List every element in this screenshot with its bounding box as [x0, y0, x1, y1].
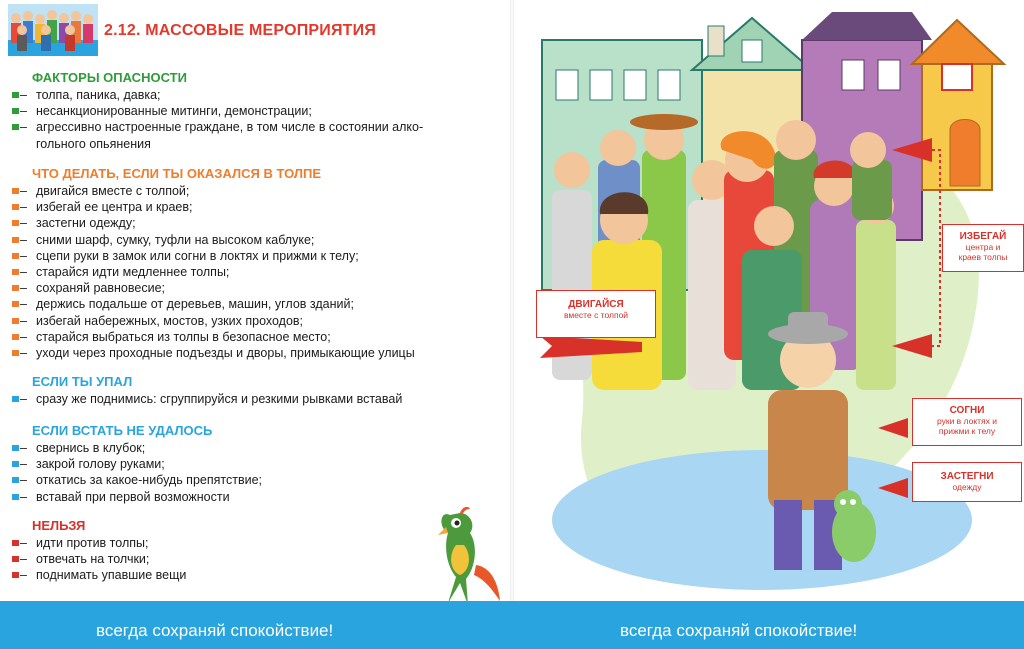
bullet-icon	[12, 188, 19, 194]
list-item: – отвечать на толчки;	[12, 551, 502, 567]
list-item: – откатись за какое-нибудь препятствие;	[12, 472, 502, 488]
list-item: – старайся выбраться из толпы в безопасное место;	[12, 329, 502, 345]
list-item: – держись подальше от деревьев, машин, углов зданий;	[12, 296, 502, 312]
section-cannot-stand	[12, 423, 502, 505]
list-item: – сразу же поднимись: сгруппируйся и резкими рывками вставай	[12, 391, 502, 407]
bullet-icon	[12, 108, 19, 114]
crowd-thumbnail-icon	[8, 4, 98, 56]
page-title: 2.12. МАССОВЫЕ МЕРОПРИЯТИЯ	[104, 22, 377, 39]
list-item-continued: гольного опьянения	[36, 136, 151, 151]
bullet-icon	[12, 334, 19, 340]
bullet-icon	[12, 494, 19, 500]
bullet-icon	[12, 253, 19, 259]
list-item: – двигайся вместе с толпой;	[12, 183, 502, 199]
list-item: – толпа, паника, давка;	[12, 87, 502, 103]
book-spine	[510, 0, 514, 649]
section-in-crowd	[12, 166, 502, 361]
list-item: – застегни одежду;	[12, 215, 502, 231]
label-bend-arms: СОГНИ руки в локтях и прижми к телу	[912, 398, 1022, 446]
bullet-icon	[12, 350, 19, 356]
bullet-icon	[12, 301, 19, 307]
list-item: – идти против толпы;	[12, 535, 502, 551]
list-item: – избегай ее центра и краев;	[12, 199, 502, 215]
right-page	[512, 0, 1024, 649]
bullet-icon	[12, 318, 19, 324]
footer-slogan-right: всегда сохраняй спокойствие!	[620, 621, 858, 640]
bullet-icon	[12, 204, 19, 210]
bullet-icon	[12, 269, 19, 275]
bullet-icon	[12, 556, 19, 562]
bullet-icon	[12, 396, 19, 402]
section-heading: ЧТО ДЕЛАТЬ, ЕСЛИ ТЫ ОКАЗАЛСЯ В ТОЛПЕ	[32, 166, 322, 181]
list-item: – агрессивно настроенные граждане, в том числе в состоянии алко-	[12, 119, 502, 135]
bullet-icon	[12, 445, 19, 451]
list-item: – сними шарф, сумку, туфли на высоком каблуке;	[12, 232, 502, 248]
section-heading: ЕСЛИ ТЫ УПАЛ	[32, 374, 133, 389]
bullet-icon	[12, 92, 19, 98]
bullet-icon	[12, 220, 19, 226]
list-item: – несанкционированные митинги, демонстрации;	[12, 103, 502, 119]
list-item: – старайся идти медленнее толпы;	[12, 264, 502, 280]
bullet-icon	[12, 540, 19, 546]
list-item: – избегай набережных, мостов, узких проходов;	[12, 313, 502, 329]
section-heading: НЕЛЬЗЯ	[32, 518, 86, 533]
list-item: – вставай при первой возможности	[12, 489, 502, 505]
footer-slogan-left: всегда сохраняй спокойствие!	[96, 621, 334, 640]
label-zip-clothes: ЗАСТЕГНИ одежду	[912, 462, 1022, 502]
bullet-icon	[12, 285, 19, 291]
list-item: – уходи через проходные подъезды и дворы, примыкающие улицы	[12, 345, 502, 361]
bullet-icon	[12, 572, 19, 578]
bullet-icon	[12, 124, 19, 130]
list-item: – свернись в клубок;	[12, 440, 502, 456]
bullet-icon	[12, 461, 19, 467]
list-item: – сцепи руки в замок или согни в локтях и прижми к телу;	[12, 248, 502, 264]
section-heading: ЕСЛИ ВСТАТЬ НЕ УДАЛОСЬ	[32, 423, 213, 438]
bullet-icon	[12, 477, 19, 483]
list-item: – закрой голову руками;	[12, 456, 502, 472]
section-heading: ФАКТОРЫ ОПАСНОСТИ	[32, 70, 187, 85]
section-if-fell	[12, 374, 502, 407]
list-item: – поднимать упавшие вещи	[12, 567, 502, 583]
bullet-icon	[12, 237, 19, 243]
label-avoid-center: ИЗБЕГАЙ центра и краев толпы	[942, 224, 1024, 272]
section-danger-factors	[12, 70, 502, 152]
parrot-illustration	[420, 505, 505, 605]
list-item: – сохраняй равновесие;	[12, 280, 502, 296]
label-move-with-crowd: ДВИГАЙСЯ вместе с толпой	[536, 290, 656, 338]
